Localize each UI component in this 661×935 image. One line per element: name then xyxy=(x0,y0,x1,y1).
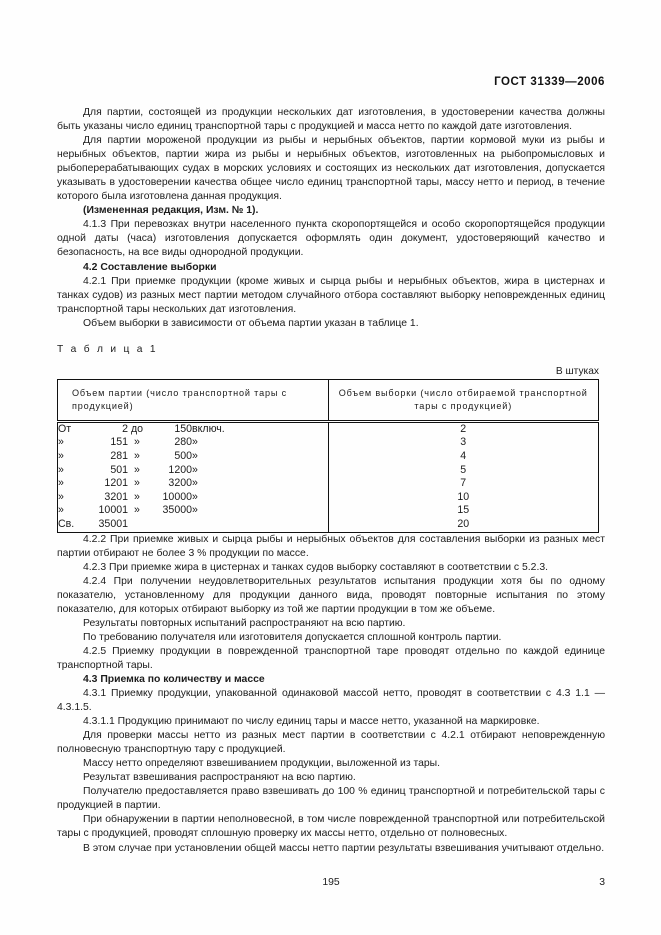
cell-sample-values xyxy=(328,421,599,532)
range-mid: до xyxy=(130,422,144,435)
paragraph-p-underweight: При обнаружении в партии неполновесной, в том числе поврежденной транспортной или потребительской тары с продукцией, проводят сплошную проверку их массы нетто, отдельно от полновесных. xyxy=(57,814,605,840)
range-mid: » xyxy=(134,504,140,517)
range-mid: » xyxy=(134,463,140,476)
table-head xyxy=(58,379,599,421)
running-header-standard-number: ГОСТ 31339—2006 xyxy=(494,76,605,88)
range-row xyxy=(58,491,238,505)
paragraph-p-4-3-1: 4.3.1 Приемку продукции, упакованной одинаковой массой нетто, проводят в соответствии с 4.3 1.1 — 4.3.1.5. xyxy=(57,688,605,714)
sample-value: 10 xyxy=(457,490,470,503)
range-to: 3200 xyxy=(168,477,192,490)
sample-value: 4 xyxy=(460,449,467,462)
paragraphs-before-table xyxy=(57,106,605,331)
paragraphs-after-table xyxy=(57,533,605,856)
range-mid: » xyxy=(134,436,140,449)
paragraph-p-4-2-5: 4.2.5 Приемку продукции в поврежденной транспортной таре проводят отдельно по каждой единице транспортной тары. xyxy=(57,645,605,671)
range-row xyxy=(58,477,238,491)
paragraph-p-repeat-results: Результаты повторных испытаний распространяют на всю партию. xyxy=(83,617,406,629)
sample-value: 2 xyxy=(460,422,467,435)
range-prefix: » xyxy=(58,490,64,503)
range-prefix: » xyxy=(58,449,64,462)
table-units-note: В штуках xyxy=(555,365,599,377)
paragraph-p-table-ref: Объем выборки в зависимости от объема партии указан в таблице 1. xyxy=(83,317,419,329)
paragraph-p-4-2-heading: 4.2 Составление выборки xyxy=(83,261,217,273)
range-from: 501 xyxy=(110,463,128,476)
paragraph-p-receiver-right: Получателю предоставляется право взвешивать до 100 % единиц транспортной и потребительской тары с продукцией в партии. xyxy=(57,786,605,812)
sampling-table xyxy=(57,379,599,533)
sample-value: 7 xyxy=(460,477,467,490)
range-to: 10000 xyxy=(162,490,192,503)
paragraph-p-separate-account: В этом случае при установлении общей массы нетто партии результаты взвешивания учитывают отдельно. xyxy=(83,842,605,854)
paragraph-p-netto-weighing: Массу нетто определяют взвешиванием продукции, выложенной из тары. xyxy=(83,758,441,770)
range-post: » xyxy=(192,504,198,517)
footer-page-number-center: 195 xyxy=(322,877,340,888)
range-row xyxy=(58,450,238,464)
range-prefix: » xyxy=(58,504,64,517)
range-to: 150 xyxy=(174,422,192,435)
range-from: 1201 xyxy=(104,477,128,490)
table-row xyxy=(58,421,599,532)
range-post xyxy=(192,518,238,532)
table-1-block xyxy=(57,344,605,533)
paragraph-p-total-control: По требованию получателя или изготовителя допускается сплошной контроль партии. xyxy=(83,631,502,643)
paragraph-p-4-2-3: 4.2.3 При приемке жира в цистернах и танках судов выборку составляют в соответствии с 5.2.3. xyxy=(83,561,548,573)
range-post: » xyxy=(192,436,198,449)
range-from: 3201 xyxy=(104,490,128,503)
range-prefix: » xyxy=(58,436,64,449)
paragraph-p-4-3-1-1: 4.3.1.1 Продукцию принимают по числу единиц тары и массе нетто, указанной на маркировке. xyxy=(83,716,540,728)
range-mid xyxy=(128,518,146,532)
table-body xyxy=(58,421,599,532)
sample-value: 20 xyxy=(457,517,470,530)
range-mid: » xyxy=(134,449,140,462)
range-to: 35000 xyxy=(162,504,192,517)
paragraph-p-4-2-2: 4.2.2 При приемке живых и сырца рыбы и нерыбных объектов для составления выборки из разных мест партии отбирают не более 3 % продукции по массе. xyxy=(57,533,605,559)
range-prefix: От xyxy=(58,422,72,435)
column-header-sample-volume: Объем выборки (число отбираемой транспортной тары с продукцией) xyxy=(328,379,599,421)
range-mid: » xyxy=(134,490,140,503)
sample-list xyxy=(329,423,599,532)
range-grid xyxy=(58,423,238,532)
range-row xyxy=(58,436,238,450)
column-header-lot-volume: Объем партии (число транспортной тары с продукцией) xyxy=(58,379,329,421)
paragraph-p-4-1-3: 4.1.3 При перевозках внутри населенного пункта скоропортящейся и особо скоропортящейся продукции одной даты (часа) изготовления допускается оформлять один документ, удостоверяющий качество и безопасность, на все виды однородной продукции. xyxy=(57,219,605,259)
paragraph-p-frozen-products: Для партии мороженой продукции из рыбы и нерыбных объектов, партии кормовой муки из рыбы и нерыбных объектов, партии жира из рыбы и нерыбных объектов, изготовленных на рыбопромысловых и рыбоперерабатывающих судах в морских условиях и состоящих из нескольких дат изготовления, допускается указывать в удостоверении качества общее число единиц транспортной тары, массу нетто и период, в течение которого была изготовлена данная продукция. xyxy=(57,135,605,203)
page-content xyxy=(57,106,605,856)
paragraph-p-4-2-4: 4.2.4 При получении неудовлетворительных результатов испытания продукции хотя бы по одному показателю, установленному для продукции данного вида, проводят повторные испытания по этому показателю, для которых отбирают выборку из той же партии продукции в том же объеме. xyxy=(57,575,605,615)
range-row xyxy=(58,423,238,437)
sample-value: 5 xyxy=(460,463,467,476)
range-post: » xyxy=(192,490,198,503)
sample-value: 15 xyxy=(457,504,470,517)
range-row xyxy=(58,518,238,532)
range-from: 2 xyxy=(122,422,128,435)
range-from: 151 xyxy=(110,436,128,449)
range-from: 281 xyxy=(110,449,128,462)
sample-value: 3 xyxy=(460,436,467,449)
range-post: включ. xyxy=(192,422,225,435)
footer-sheet-number: 3 xyxy=(599,877,605,888)
cell-lot-ranges xyxy=(58,421,329,532)
range-prefix: Св. xyxy=(58,517,75,530)
range-post: » xyxy=(192,477,198,490)
range-to: 280 xyxy=(174,436,192,449)
range-post: » xyxy=(192,449,198,462)
paragraph-p-4-2-1: 4.2.1 При приемке продукции (кроме живых и сырца рыбы и нерыбных объектов, жира в цистернах и танках судов) из разных мест партии методом случайного отбора составляют выборку неповрежденных единиц транспортной тары нескольких дат изготовления. xyxy=(57,275,605,315)
range-from: 35001 xyxy=(98,517,128,530)
range-to xyxy=(146,518,192,532)
table-header-row xyxy=(58,379,599,421)
page-footer xyxy=(57,877,605,891)
paragraph-p-4-3-heading: 4.3 Приемка по количеству и массе xyxy=(83,673,265,685)
range-post: » xyxy=(192,463,198,476)
range-to: 500 xyxy=(174,449,192,462)
range-prefix: » xyxy=(58,477,64,490)
range-from: 10001 xyxy=(98,504,128,517)
range-prefix: » xyxy=(58,463,64,476)
range-row xyxy=(58,504,238,518)
paragraph-p-revision-note: (Измененная редакция, Изм. № 1). xyxy=(83,205,259,217)
paragraph-p-partiya-dates: Для партии, состоящей из продукции нескольких дат изготовления, в удостоверении качества должны быть указаны число единиц транспортной тары с продукцией и масса нетто по каждой дате изготовления. xyxy=(57,107,605,133)
paragraph-p-weighing-result: Результат взвешивания распространяют на всю партию. xyxy=(83,772,356,784)
range-row xyxy=(58,464,238,478)
range-mid: » xyxy=(134,477,140,490)
table-caption: Т а б л и ц а 1 xyxy=(57,343,158,355)
range-to: 1200 xyxy=(168,463,192,476)
paragraph-p-check-netto: Для проверки массы нетто из разных мест партии в соответствии с 4.2.1 отбирают неповрежденную полновесную транспортную тару с продукцией. xyxy=(57,730,605,756)
